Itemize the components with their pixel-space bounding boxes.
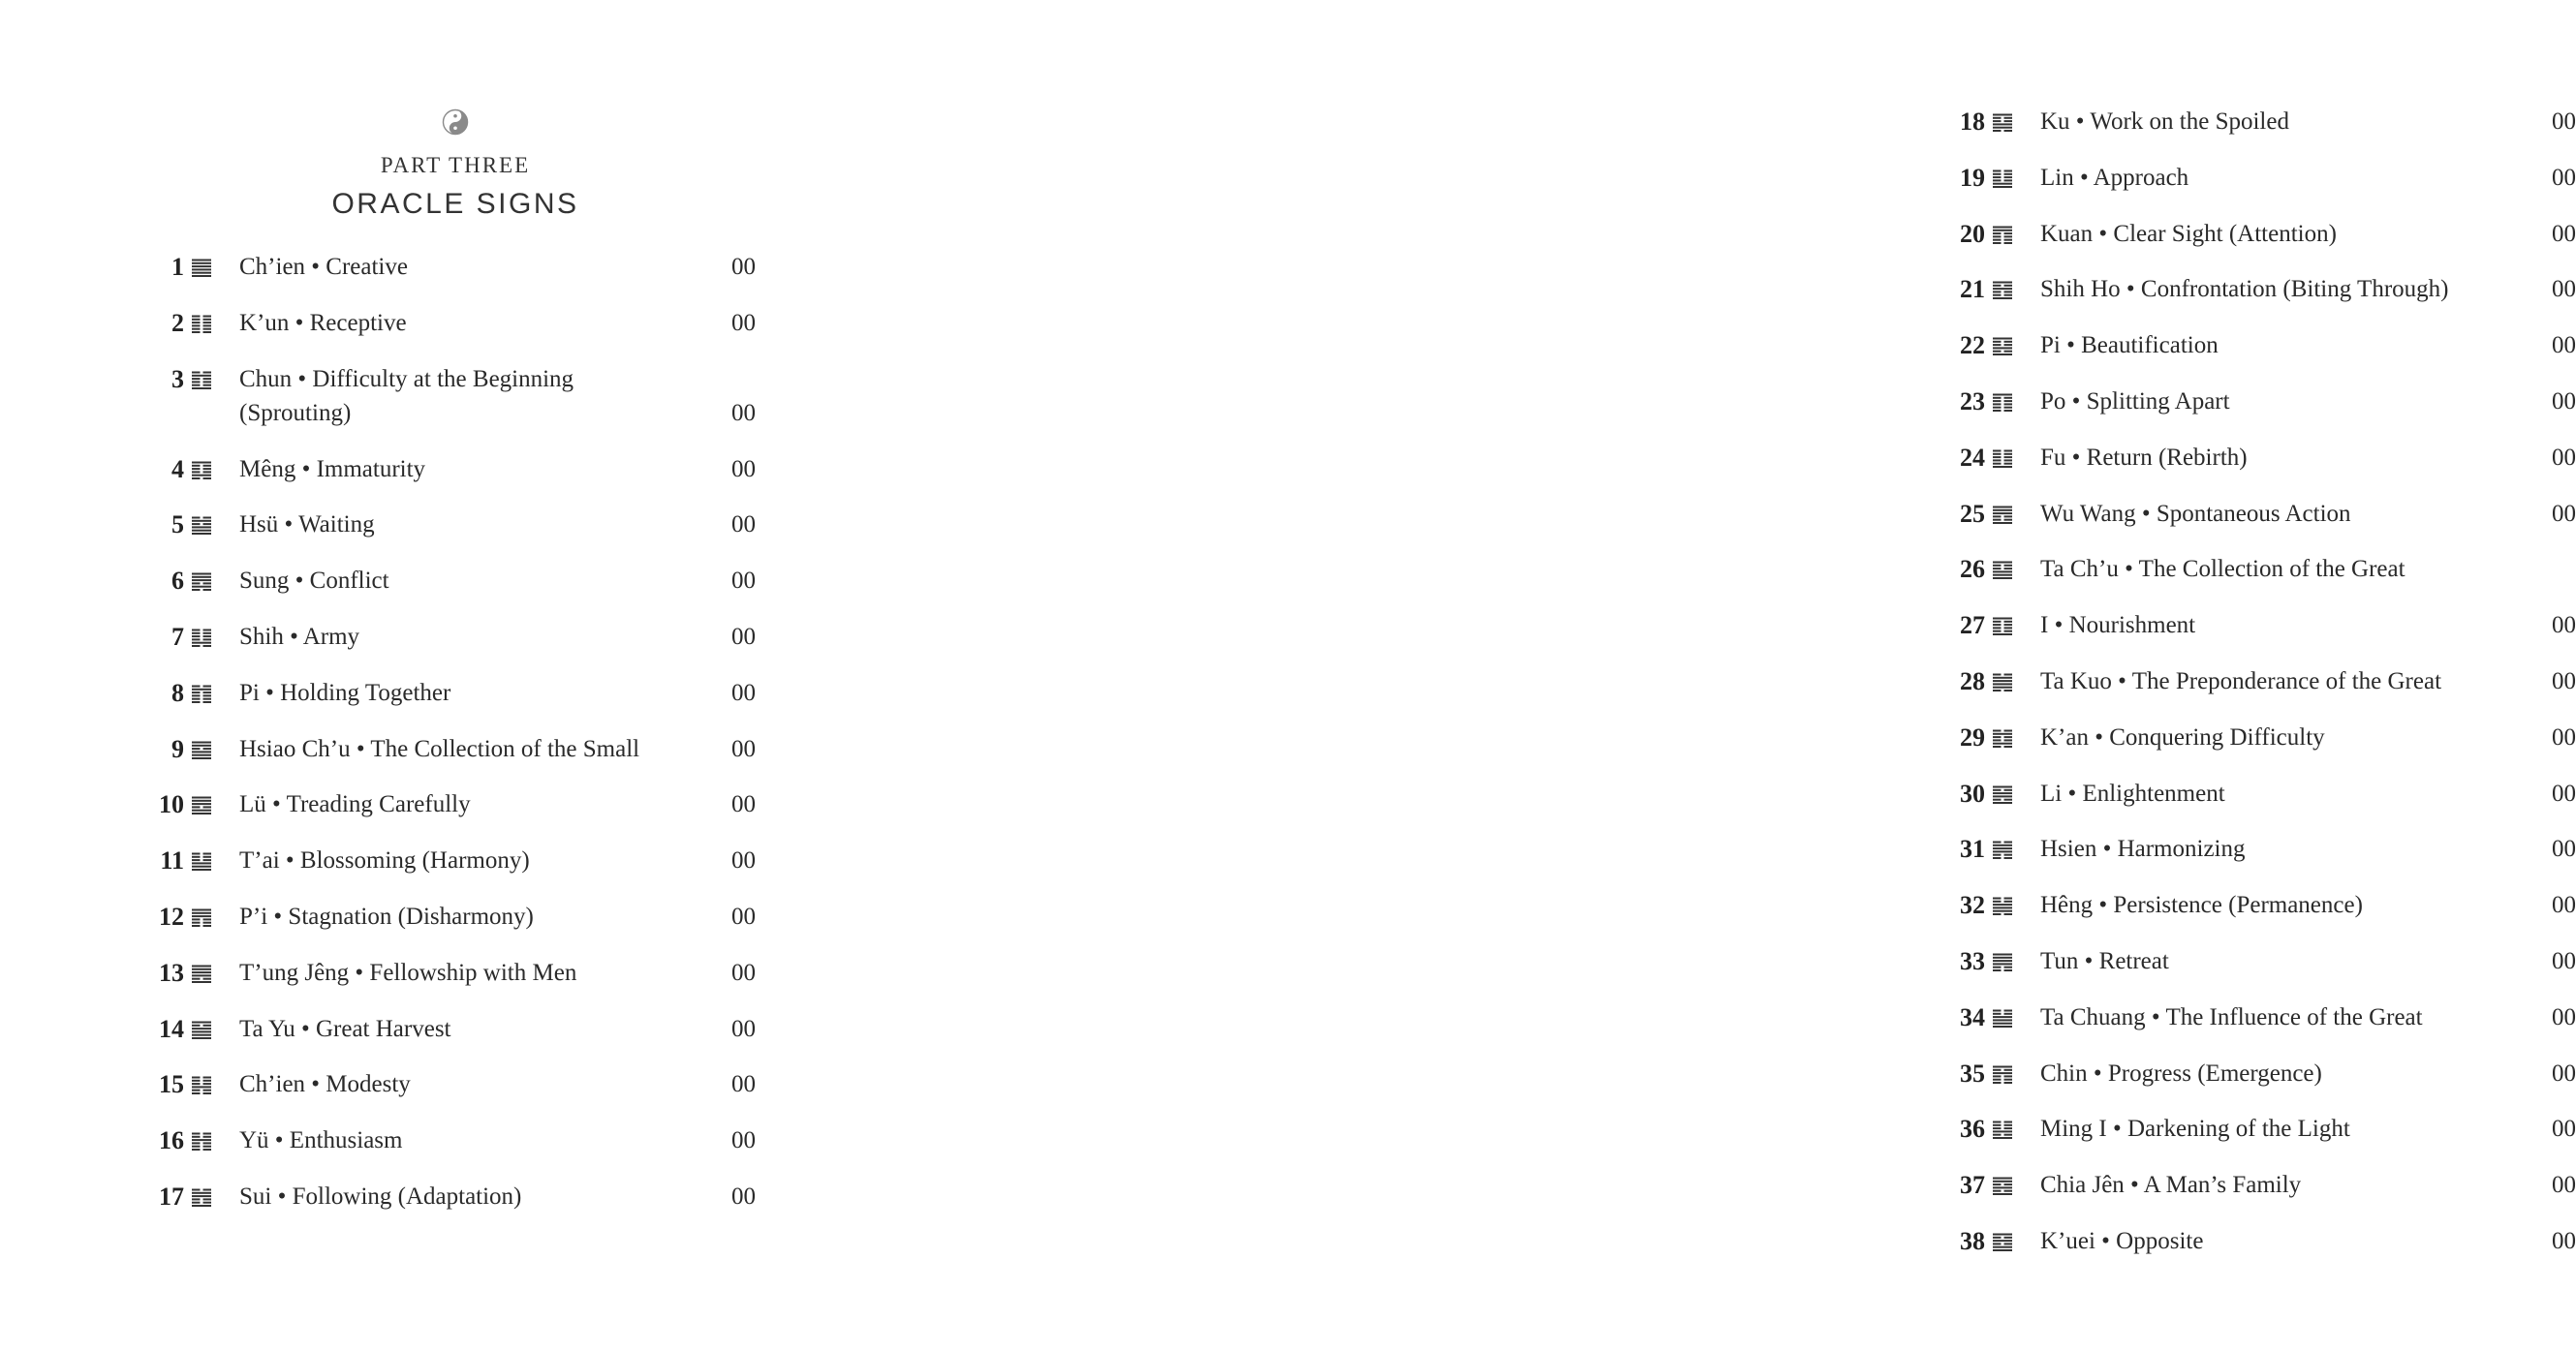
entry-title: Shih • Army: [239, 623, 360, 650]
entry-title: T’ung Jêng • Fellowship with Men: [239, 959, 577, 986]
entry-title: Yü • Enthusiasm: [239, 1127, 403, 1154]
contents-entry: [1937, 161, 2576, 217]
entry-title: Ch’ien • Modesty: [239, 1071, 411, 1098]
contents-entry: [1937, 1112, 2576, 1168]
entry-number: 26: [1960, 555, 1985, 584]
entry-title: Fu • Return (Rebirth): [2040, 444, 2248, 471]
hexagram-icon: [1993, 617, 2012, 635]
entry-title: T’ai • Blossoming (Harmony): [239, 847, 530, 875]
entry-page-number: 00: [2552, 1172, 2576, 1199]
part-label: PART THREE: [380, 153, 531, 177]
hexagram-icon: [1993, 1121, 2012, 1139]
entry-number: 35: [1960, 1059, 1985, 1088]
hexagram-icon: [1993, 169, 2012, 188]
entry-number: 25: [1960, 499, 1985, 528]
contents-entry: [136, 250, 756, 306]
entry-title: I • Nourishment: [2040, 612, 2196, 639]
hexagram-icon: [192, 461, 211, 479]
entry-page-number: 00: [2552, 164, 2576, 191]
entry-page-number: 00: [731, 735, 756, 762]
entry-number: 18: [1960, 108, 1985, 136]
entry-title: K’an • Conquering Difficulty: [2040, 723, 2325, 751]
entry-title: Chin • Progress (Emergence): [2040, 1060, 2322, 1087]
contents-list-left: [136, 250, 756, 1236]
contents-entry: [1937, 1224, 2576, 1280]
hexagram-icon: [1993, 226, 2012, 244]
entry-page-number: 00: [2552, 276, 2576, 303]
right-page: [902, 0, 2576, 1352]
entry-number: 5: [171, 510, 184, 539]
contents-entry: [136, 1012, 756, 1068]
left-page: [0, 0, 902, 1352]
contents-entry: [136, 306, 756, 362]
contents-entry: [136, 620, 756, 676]
entry-page-number: 00: [731, 511, 756, 538]
contents-entry: [136, 452, 756, 508]
entry-number: 20: [1960, 219, 1985, 248]
hexagram-icon: [192, 371, 211, 389]
contents-list-right: [1937, 105, 2576, 1280]
part-header: [276, 108, 635, 221]
entry-number: 37: [1960, 1171, 1985, 1200]
entry-page-number: 00: [731, 568, 756, 595]
entry-number: 31: [1960, 835, 1985, 864]
contents-entry: [1937, 328, 2576, 384]
entry-page-number: 00: [731, 1127, 756, 1154]
contents-entry: [1937, 1000, 2576, 1057]
contents-entry: [1937, 441, 2576, 497]
entry-title: Ming I • Darkening of the Light: [2040, 1116, 2350, 1143]
entry-number: 15: [159, 1070, 184, 1099]
hexagram-icon: [1993, 897, 2012, 915]
hexagram-icon: [1993, 393, 2012, 412]
entry-number: 23: [1960, 386, 1985, 415]
entry-page-number: 00: [731, 847, 756, 875]
contents-entry: [136, 1180, 756, 1236]
entry-page-number: 00: [731, 455, 756, 482]
entry-number: 30: [1960, 779, 1985, 808]
contents-entry: [1937, 497, 2576, 553]
contents-entry: [1937, 384, 2576, 441]
contents-entry: [1937, 552, 2576, 608]
entry-number: 13: [159, 958, 184, 987]
entry-page-number: 00: [731, 959, 756, 986]
entry-title: Ta Ch’u • The Collection of the Great: [2040, 556, 2405, 583]
entry-number: 9: [171, 734, 184, 763]
contents-entry: [136, 507, 756, 564]
entry-page-number: 00: [731, 399, 756, 426]
entry-page-number: 00: [731, 903, 756, 930]
contents-entry: [1937, 832, 2576, 888]
hexagram-icon: [192, 852, 211, 871]
hexagram-icon: [1993, 1009, 2012, 1028]
contents-entry: [1937, 944, 2576, 1000]
entry-title: Ku • Work on the Spoiled: [2040, 108, 2289, 135]
entry-number: 33: [1960, 946, 1985, 975]
entry-title: Pi • Beautification: [2040, 332, 2219, 359]
entry-title: Hêng • Persistence (Permanence): [2040, 892, 2363, 919]
hexagram-icon: [1993, 729, 2012, 748]
hexagram-icon: [192, 259, 211, 277]
entry-number: 32: [1960, 891, 1985, 920]
entry-page-number: 00: [2552, 387, 2576, 415]
hexagram-icon: [1993, 337, 2012, 355]
entry-number: 29: [1960, 722, 1985, 752]
contents-entry: [136, 676, 756, 732]
hexagram-icon: [192, 629, 211, 647]
entry-number: 16: [159, 1126, 184, 1155]
hexagram-icon: [1993, 281, 2012, 299]
entry-title: Li • Enlightenment: [2040, 780, 2225, 807]
contents-entry: [1937, 888, 2576, 944]
hexagram-icon: [192, 1188, 211, 1207]
entry-page-number: 00: [731, 1183, 756, 1210]
hexagram-icon: [1993, 841, 2012, 859]
hexagram-icon: [192, 741, 211, 759]
entry-title: Pi • Holding Together: [239, 679, 451, 706]
contents-entry: [136, 787, 756, 844]
hexagram-icon: [192, 796, 211, 814]
hexagram-icon: [192, 572, 211, 591]
entry-title: Sung • Conflict: [239, 568, 389, 595]
yin-yang-icon: [442, 108, 469, 136]
entry-page-number: 00: [2552, 667, 2576, 694]
hexagram-icon: [1993, 953, 2012, 971]
entry-title: Ch’ien • Creative: [239, 254, 408, 280]
entry-page-number: 00: [2552, 444, 2576, 471]
hexagram-icon: [192, 1021, 211, 1039]
entry-page-number: 00: [2552, 1227, 2576, 1254]
entry-title: Sui • Following (Adaptation): [239, 1183, 522, 1210]
entry-page-number: 00: [2552, 108, 2576, 135]
contents-entry: [136, 900, 756, 956]
contents-entry: [136, 1067, 756, 1123]
hexagram-icon: [192, 516, 211, 535]
entry-title: Tun • Retreat: [2040, 947, 2169, 974]
entry-title: Lin • Approach: [2040, 164, 2189, 191]
entry-number: 12: [159, 902, 184, 931]
entry-title: Lü • Treading Carefully: [239, 791, 471, 818]
entry-title: Po • Splitting Apart: [2040, 387, 2230, 415]
hexagram-icon: [1993, 1065, 2012, 1084]
entry-title: Chia Jên • A Man’s Family: [2040, 1172, 2302, 1199]
entry-number: 1: [171, 253, 184, 281]
hexagram-icon: [192, 908, 211, 927]
hexagram-icon: [192, 1132, 211, 1151]
contents-entry: [1937, 105, 2576, 161]
entry-number: 38: [1960, 1226, 1985, 1255]
contents-entry: [1937, 777, 2576, 833]
contents-entry: [136, 956, 756, 1012]
hexagram-icon: [192, 685, 211, 703]
entry-number: 3: [171, 364, 184, 393]
entry-number: 11: [160, 846, 184, 876]
entry-number: 24: [1960, 443, 1985, 472]
hexagram-icon: [192, 315, 211, 333]
entry-title: Kuan • Clear Sight (Attention): [2040, 220, 2337, 247]
entry-title: Hsü • Waiting: [239, 511, 375, 538]
entry-title: Hsiao Ch’u • The Collection of the Small: [239, 735, 640, 762]
entry-page-number: 00: [731, 309, 756, 336]
contents-entry: [136, 1123, 756, 1180]
contents-entry: [1937, 1057, 2576, 1113]
entry-page-number: 00: [731, 1071, 756, 1098]
entry-page-number: 00: [2552, 723, 2576, 751]
contents-entry: [1937, 217, 2576, 273]
entry-number: 7: [171, 622, 184, 651]
contents-entry: [136, 732, 756, 788]
entry-number: 4: [171, 454, 184, 483]
entry-number: 28: [1960, 666, 1985, 695]
contents-entry: [1937, 721, 2576, 777]
hexagram-icon: [192, 1076, 211, 1094]
entry-page-number: 00: [2552, 220, 2576, 247]
entry-title: K’un • Receptive: [239, 309, 407, 336]
entry-page-number: 00: [2552, 947, 2576, 974]
hexagram-icon: [1993, 113, 2012, 132]
entry-page-number: 00: [2552, 780, 2576, 807]
hexagram-icon: [1993, 561, 2012, 579]
entry-title: Mêng • Immaturity: [239, 455, 426, 482]
entry-number: 8: [171, 678, 184, 707]
entry-page-number: 00: [2552, 612, 2576, 639]
entry-number: 14: [159, 1014, 184, 1043]
entry-title: Wu Wang • Spontaneous Action: [2040, 500, 2351, 527]
hexagram-icon: [1993, 506, 2012, 524]
section-title: ORACLE SIGNS: [331, 188, 579, 220]
entry-page-number: 00: [731, 791, 756, 818]
entry-page-number: 00: [2552, 836, 2576, 863]
entry-number: 27: [1960, 611, 1985, 640]
entry-title: Hsien • Harmonizing: [2040, 836, 2246, 863]
entry-title: Ta Chuang • The Influence of the Great: [2040, 1003, 2423, 1030]
hexagram-icon: [1993, 1177, 2012, 1195]
entry-title: Ta Kuo • The Preponderance of the Great: [2040, 667, 2442, 694]
entry-page-number: 00: [731, 679, 756, 706]
entry-number: 34: [1960, 1002, 1985, 1031]
entry-number: 36: [1960, 1115, 1985, 1144]
hexagram-icon: [1993, 785, 2012, 804]
entry-number: 6: [171, 567, 184, 596]
entry-number: 19: [1960, 163, 1985, 192]
contents-entry: [1937, 272, 2576, 328]
hexagram-icon: [1993, 673, 2012, 691]
contents-entry: [136, 564, 756, 620]
contents-entry: [136, 362, 756, 452]
contents-entry: [136, 844, 756, 900]
entry-page-number: 00: [2552, 892, 2576, 919]
entry-title: Shih Ho • Confrontation (Biting Through): [2040, 276, 2449, 303]
entry-page-number: 00: [2552, 1116, 2576, 1143]
entry-number: 21: [1960, 275, 1985, 304]
contents-entry: [1937, 1168, 2576, 1224]
entry-title: Ta Yu • Great Harvest: [239, 1015, 451, 1042]
entry-number: 2: [171, 308, 184, 337]
entry-title: P’i • Stagnation (Disharmony): [239, 903, 534, 930]
entry-page-number: 00: [2552, 1060, 2576, 1087]
entry-page-number: 00: [2552, 1003, 2576, 1030]
entry-page-number: 00: [731, 623, 756, 650]
entry-number: 17: [159, 1182, 184, 1211]
entry-number: 10: [159, 790, 184, 819]
entry-title: Chun • Difficulty at the Beginning (Sprouting): [239, 365, 574, 426]
hexagram-icon: [1993, 449, 2012, 468]
hexagram-icon: [1993, 1233, 2012, 1251]
entry-number: 22: [1960, 331, 1985, 360]
entry-page-number: 00: [731, 254, 756, 280]
contents-entry: [1937, 664, 2576, 721]
contents-entry: [1937, 608, 2576, 664]
entry-title: K’uei • Opposite: [2040, 1227, 2204, 1254]
hexagram-icon: [192, 965, 211, 983]
entry-page-number: 00: [731, 1015, 756, 1042]
entry-page-number: 00: [2552, 500, 2576, 527]
entry-page-number: 00: [2552, 332, 2576, 359]
